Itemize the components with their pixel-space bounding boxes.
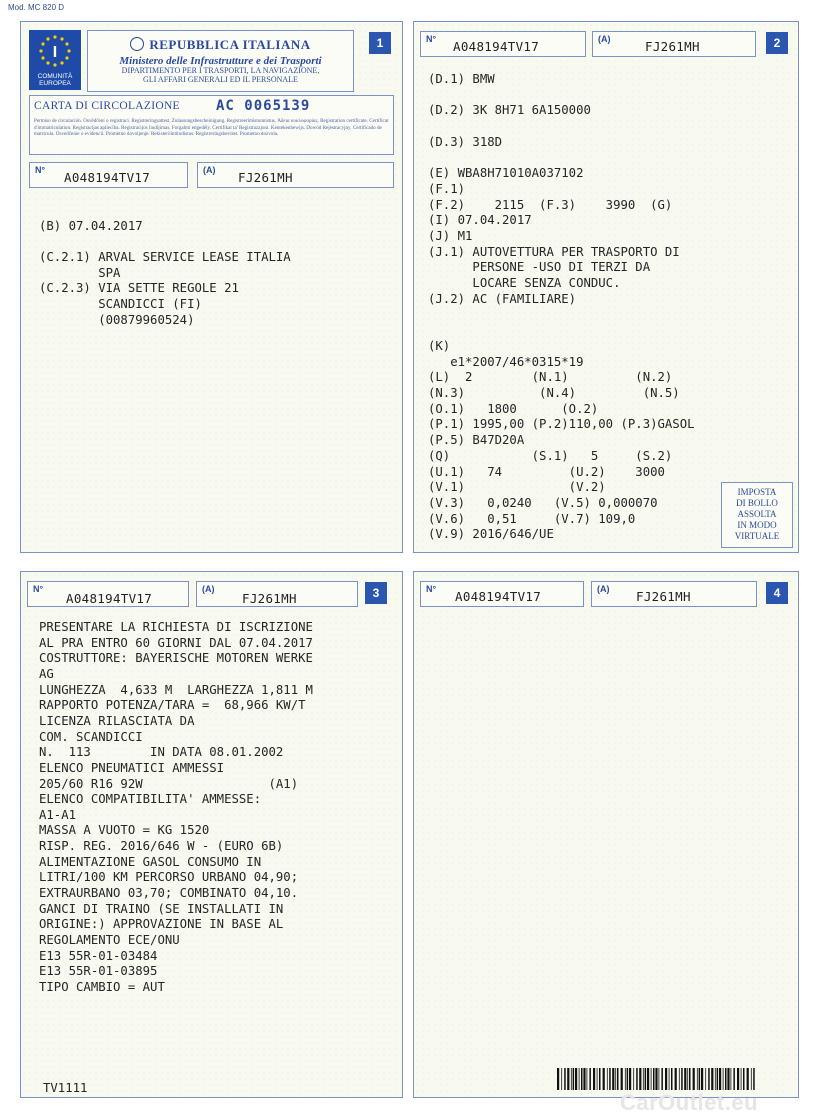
barcode-bar [609,1068,611,1090]
barcode-bar [697,1068,698,1090]
bollo-box [721,482,793,548]
panel-3-line: E13 55R-01-03895 [39,964,158,979]
panel-2-line: (F.1) [428,181,466,196]
a-label: (A) [203,165,216,175]
doc-number: A048194TV17 [64,170,151,185]
barcode-bar [708,1068,710,1090]
plate-number: FJ261MH [645,39,700,54]
panel-1 [20,21,403,553]
plate-box [591,581,757,607]
barcode-bar [719,1068,721,1090]
doc-number: A048194TV17 [453,39,540,54]
barcode-bar [647,1068,649,1090]
panel-3-line: N. 113 IN DATA 08.01.2002 [39,745,284,760]
panel-2-line: (V.6) 0,51 (V.7) 109,0 [428,511,636,526]
barcode-bar [651,1068,652,1090]
barcode-bar [581,1068,583,1090]
panel-4 [413,571,799,1098]
barcode-bar [645,1068,647,1090]
carta-di-circolazione-box [29,95,394,155]
panel-3-line: 205/60 R16 92W (A1) [39,776,299,791]
barcode-bar [715,1068,716,1090]
panel-2-line: (D.3) 318D [428,134,503,149]
n-label: N° [426,584,437,594]
barcode-bar [717,1068,719,1090]
barcode-bar [579,1068,580,1090]
panel-2-line: (P.1) 1995,00 (P.2)110,00 (P.3)GASOL [428,417,695,432]
panel-2-line: (N.3) (N.4) (N.5) [428,386,680,400]
panel-1-line: (C.2.3) VIA SETTE REGOLE 21 [39,281,239,296]
doc-number-box [420,581,584,607]
republic-header [87,30,354,92]
barcode-bar [561,1068,562,1090]
panel-3-line: ELENCO COMPATIBILITA' AMMESSE: [39,792,262,807]
barcode-bar [671,1068,673,1090]
eu-flag [29,30,81,90]
translations-text: Permiso de circulación. Osvědčení o registraci. Registreringsattest. Zulassungsbescheinigung. Registreerimistunnistus. Άδεια κυκλοφορίας. Registration certificate. Certificat d'immatriculation. Registracijas apliecība. Registracijos liudijimas. Forgalmi engedély. Certifikat ta' Registrazzjoni. Kentekenbewijs. Dowód Rejestracyjny. Certificado de matrícula. Osvedčenie o evidencii. Prometno dovoljenje. Rekisteröintitodistus. Registreringsbeviset. Prometno dozvola. [34,118,389,138]
panel-1-line: (B) 07.04.2017 [39,219,143,233]
panel-2-line: (D.2) 3K 8H71 6A150000 [428,103,591,118]
barcode-bar [675,1068,677,1090]
barcode-bar [639,1068,641,1090]
barcode-bar [693,1068,695,1090]
panel-1-line: SCANDICCI (FI) [39,297,202,311]
doc-number: A048194TV17 [455,589,542,604]
panel-3-line: COSTRUTTORE: BAYERISCHE MOTOREN WERKE [39,651,313,666]
barcode-bar [684,1068,686,1090]
barcode-bar [573,1068,575,1090]
a-label: (A) [597,584,610,594]
republic-title: REPUBBLICA ITALIANA [149,37,311,52]
department-line-1: DIPARTIMENTO PER I TRASPORTI, LA NAVIGAZIONE, [121,66,320,75]
barcode-bar [699,1068,701,1090]
panel-number-1: 1 [369,32,391,54]
panel-3-line: ORIGINE:) APPROVAZIONE IN BASE AL [39,917,284,932]
eu-country-letter: I [52,44,58,61]
panel-2-line: LOCARE SENZA CONDUC. [428,276,621,291]
model-label: Mod. MC 820 D [8,3,65,12]
barcode-bar [723,1068,724,1090]
panel-3-line: REGOLAMENTO ECE/ONU [39,933,180,947]
panel-2-line: (O.1) 1800 (O.2) [428,401,599,416]
barcode-bar [731,1068,732,1090]
panel-2-line: (P.5) B47D20A [428,433,525,448]
barcode-bar [751,1068,752,1090]
panel-3-line: LITRI/100 KM PERCORSO URBANO 04,90; [39,870,299,885]
panel-2-line: PERSONE -USO DI TERZI DA [428,260,651,275]
barcode-bar [655,1068,657,1090]
barcode-bar [711,1068,713,1090]
plate-number: FJ261MH [242,591,297,606]
panel-2-line: (V.3) 0,0240 (V.5) 0,000070 [428,495,658,510]
panel-2-line: (U.1) 74 (U.2) 3000 [428,464,665,479]
barcode-bar [689,1068,691,1090]
bollo-line: IN MODO [737,520,777,530]
a-label: (A) [202,584,215,594]
barcode-bar [557,1068,559,1090]
doc-number: A048194TV17 [66,591,153,606]
panel-3-line: MASSA A VUOTO = KG 1520 [39,823,210,838]
panel-2-line: (K) [428,338,451,353]
barcode-bar [629,1068,631,1090]
doc-number-box [29,162,188,188]
panel-2-line: (V.1) (V.2) [428,480,606,495]
plate-box [197,162,394,188]
panel-number-4: 4 [766,582,788,604]
bollo-line: ASSOLTA [737,509,777,519]
panel-2-line: (J.2) AC (FAMILIARE) [428,291,577,306]
barcode-bar [661,1068,663,1090]
bollo-line: DI BOLLO [736,498,778,508]
barcode-bar [612,1068,614,1090]
bollo-line: VIRTUALE [734,531,780,541]
panel-2-line: (D.1) BMW [428,72,495,86]
panel-2-line: (J) M1 [428,229,473,243]
bollo-line: IMPOSTA [737,487,777,497]
plate-number: FJ261MH [238,170,293,185]
doc-number-box [420,31,586,57]
panel-3 [20,571,403,1098]
panel-3-line: ALIMENTAZIONE GASOL CONSUMO IN [39,854,262,869]
n-label: N° [35,165,46,175]
panel-number-2: 2 [766,32,788,54]
panel-3-line: AG [39,666,54,681]
panel-2 [413,21,799,553]
barcode-bar [583,1068,585,1090]
department-line-2: GLI AFFARI GENERALI ED IL PERSONALE [143,74,298,84]
barcode-bar [633,1068,634,1090]
eu-stars-icon [38,34,72,68]
panel-2-line: (J.1) AUTOVETTURA PER TRASPORTO DI [428,244,680,259]
barcode-bar [743,1068,745,1090]
panel-3-line: LICENZA RILASCIATA DA [39,713,195,728]
panel-3-line: LUNGHEZZA 4,633 M LARGHEZZA 1,811 M [39,682,313,697]
panel-number-3: 3 [365,582,387,604]
panel-3-line: TIPO CAMBIO = AUT [39,979,165,994]
panel-2-line: (E) WBA8H71010A037102 [428,166,584,181]
barcode-bar [725,1068,727,1090]
barcode-bar [733,1068,735,1090]
plate-box [196,581,358,607]
panel-1-line: (C.2.1) ARVAL SERVICE LEASE ITALIA [39,250,291,265]
barcode-bar [636,1068,638,1090]
barcode-bar [753,1068,755,1090]
barcode-bar [669,1068,670,1090]
barcode-bar [747,1068,749,1090]
barcode-bar [599,1068,601,1090]
watermark: CarOutlet.eu [620,1090,759,1115]
barcode-bar [653,1068,655,1090]
barcode-bar [679,1068,680,1090]
barcode [557,1068,757,1090]
panel-3-line: AL PRA ENTRO 60 GIORNI DAL 07.04.2017 [39,635,313,650]
barcode-bar [564,1068,566,1090]
barcode-bar [621,1068,623,1090]
panel-3-line: ELENCO PNEUMATICI AMMESSI [39,760,225,775]
barcode-bar [727,1068,729,1090]
barcode-bar [567,1068,569,1090]
barcode-bar [575,1068,577,1090]
barcode-bar [615,1068,616,1090]
panel-2-line: (L) 2 (N.1) (N.2) [428,370,673,385]
panel-3-line: EXTRAURBANO 03,70; COMBINATO 04,10. [39,886,299,901]
barcode-bar [741,1068,742,1090]
panel-2-line: (F.2) 2115 (F.3) 3990 (G) [428,197,673,212]
n-label: N° [33,584,44,594]
n-label: N° [426,34,437,44]
ministry-name: Ministero delle Infrastrutture e dei Trasporti [119,55,322,67]
a-label: (A) [598,34,611,44]
barcode-bar [737,1068,739,1090]
panel-3-line: RAPPORTO POTENZA/TARA = 68,966 KW/T [39,698,306,713]
panel-2-line: (I) 07.04.2017 [428,213,532,228]
barcode-bar [701,1068,703,1090]
panel-3-line: PRESENTARE LA RICHIESTA DI ISCRIZIONE [39,620,313,634]
barcode-bar [593,1068,595,1090]
barcode-bar [617,1068,619,1090]
emblem-icon [130,37,144,51]
panel-2-line: (V.9) 2016/646/UE [428,527,554,542]
panel-2-line: (Q) (S.1) 5 (S.2) [428,448,673,463]
footer-code: TV1111 [43,1081,88,1095]
barcode-bar [681,1068,683,1090]
barcode-bar [607,1068,608,1090]
barcode-bar [687,1068,688,1090]
barcode-bar [597,1068,598,1090]
barcode-bar [625,1068,626,1090]
panel-3-line: A1-A1 [39,807,77,822]
barcode-bar [571,1068,572,1090]
barcode-bar [589,1068,591,1090]
doc-number-box [27,581,189,607]
barcode-bar [627,1068,629,1090]
eu-label: COMUNITÀ EUROPEA [37,73,73,87]
panel-3-line: E13 55R-01-03484 [39,948,158,963]
barcode-bar [587,1068,588,1090]
barcode-bar [659,1068,660,1090]
barcode-bar [603,1068,605,1090]
carta-title: CARTA DI CIRCOLAZIONE [34,100,180,112]
barcode-bar [705,1068,706,1090]
panel-3-line: GANCI DI TRAINO (SE INSTALLATI IN [39,901,284,916]
panel-1-line: (00879960524) [39,312,195,327]
panel-2-line: e1*2007/46*0315*19 [428,354,584,369]
serial-number: AC 0065139 [216,98,311,114]
plate-number: FJ261MH [636,589,691,604]
panel-3-line: COM. SCANDICCI [39,729,143,744]
panel-3-line: RISP. REG. 2016/646 W - (EURO 6B) [39,839,284,854]
barcode-bar [665,1068,667,1090]
barcode-bar [643,1068,644,1090]
plate-box [592,31,756,57]
panel-1-line: SPA [39,265,121,280]
